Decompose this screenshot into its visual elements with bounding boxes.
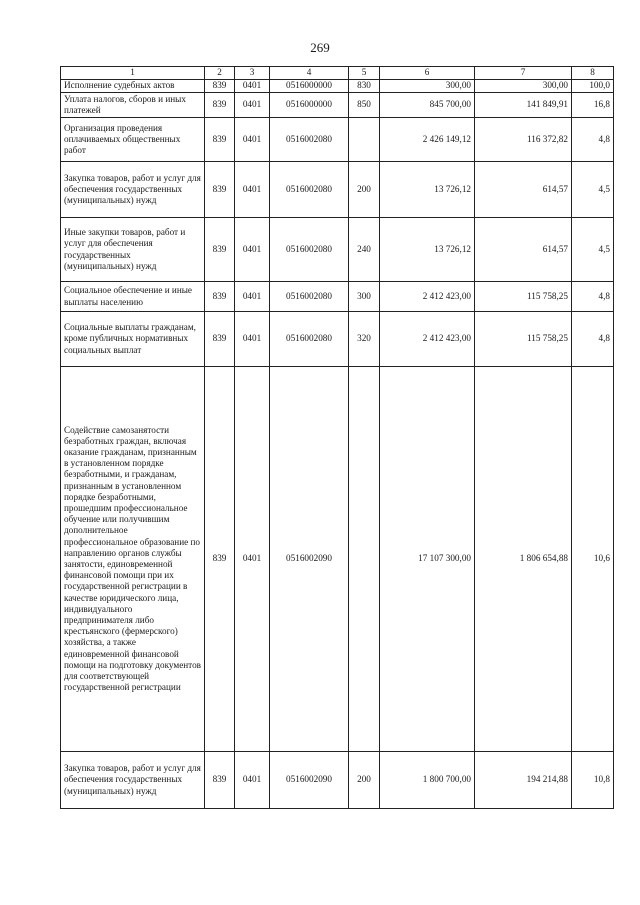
cell-ved: 839: [205, 312, 235, 367]
table-header-row: [61, 67, 614, 80]
row-name: Содействие самозанятости безработных граждан, включая оказание гражданам, признанным в установленном порядке безработными, и гражданам, признанным в установленном порядке безработными, прошедшим профессиональное обучение или получившим дополнительное профессиональное образование по направлению органов службы занятости, единовременной финансовой помощи при их государственной регистрации в качестве юридического лица, индивидуального предпринимателя либо крестьянского (фермерского) хозяйства, а также единовременной финансовой помощи на подготовку документов для соответствующей государственной регистрации: [61, 367, 205, 752]
cell-target: 0516002080: [270, 118, 349, 162]
table-row: [61, 312, 614, 367]
cell-ved: 839: [205, 282, 235, 312]
header-cell: 2: [205, 67, 235, 80]
cell-expense-type: 320: [349, 312, 380, 367]
page-number: 269: [310, 40, 330, 55]
budget-table: [60, 66, 614, 809]
cell-actual: 614,57: [475, 162, 572, 218]
cell-expense-type: 830: [349, 80, 380, 93]
row-name: Организация проведения оплачиваемых общественных работ: [61, 118, 205, 162]
cell-actual: 115 758,25: [475, 312, 572, 367]
cell-ved: 839: [205, 218, 235, 282]
header-cell: 3: [235, 67, 270, 80]
cell-percent: 4,8: [572, 312, 614, 367]
cell-actual: 194 214,88: [475, 752, 572, 809]
cell-expense-type: [349, 118, 380, 162]
row-name: Закупка товаров, работ и услуг для обеспечения государственных (муниципальных) нужд: [61, 752, 205, 809]
cell-plan: 300,00: [380, 80, 475, 93]
cell-actual: 116 372,82: [475, 118, 572, 162]
row-name: Социальные выплаты гражданам, кроме публичных нормативных социальных выплат: [61, 312, 205, 367]
table-row: [61, 218, 614, 282]
cell-target: 0516002080: [270, 162, 349, 218]
cell-ved: 839: [205, 162, 235, 218]
cell-expense-type: 200: [349, 752, 380, 809]
cell-target: 0516002080: [270, 312, 349, 367]
cell-target: 0516000000: [270, 93, 349, 118]
cell-ved: 839: [205, 752, 235, 809]
row-name: Уплата налогов, сборов и иных платежей: [61, 93, 205, 118]
header-cell: 7: [475, 67, 572, 80]
table-row: [61, 752, 614, 809]
table-row: [61, 162, 614, 218]
cell-actual: 614,57: [475, 218, 572, 282]
cell-actual: 1 806 654,88: [475, 367, 572, 752]
cell-plan: 13 726,12: [380, 218, 475, 282]
cell-target: 0516002090: [270, 752, 349, 809]
cell-actual: 141 849,91: [475, 93, 572, 118]
cell-percent: 4,5: [572, 162, 614, 218]
cell-expense-type: 300: [349, 282, 380, 312]
cell-plan: 1 800 700,00: [380, 752, 475, 809]
cell-actual: 300,00: [475, 80, 572, 93]
cell-expense-type: 240: [349, 218, 380, 282]
cell-plan: 2 412 423,00: [380, 312, 475, 367]
cell-percent: 100,0: [572, 80, 614, 93]
header-cell: 1: [61, 67, 205, 80]
cell-section: 0401: [235, 282, 270, 312]
cell-plan: 2 412 423,00: [380, 282, 475, 312]
cell-plan: 17 107 300,00: [380, 367, 475, 752]
cell-percent: 4,5: [572, 218, 614, 282]
cell-plan: 845 700,00: [380, 93, 475, 118]
cell-target: 0516000000: [270, 80, 349, 93]
row-name: Исполнение судебных актов: [61, 80, 205, 93]
header-cell: 5: [349, 67, 380, 80]
cell-percent: 4,8: [572, 282, 614, 312]
cell-target: 0516002090: [270, 367, 349, 752]
cell-percent: 4,8: [572, 118, 614, 162]
cell-expense-type: [349, 367, 380, 752]
table-row: [61, 282, 614, 312]
cell-section: 0401: [235, 80, 270, 93]
cell-section: 0401: [235, 312, 270, 367]
table-row: [61, 80, 614, 93]
cell-ved: 839: [205, 80, 235, 93]
cell-section: 0401: [235, 752, 270, 809]
table-row: [61, 367, 614, 752]
table-row: [61, 118, 614, 162]
cell-target: 0516002080: [270, 282, 349, 312]
cell-percent: 10,8: [572, 752, 614, 809]
header-cell: 6: [380, 67, 475, 80]
cell-percent: 16,8: [572, 93, 614, 118]
cell-plan: 13 726,12: [380, 162, 475, 218]
cell-section: 0401: [235, 162, 270, 218]
cell-actual: 115 758,25: [475, 282, 572, 312]
row-name: Социальное обеспечение и иные выплаты населению: [61, 282, 205, 312]
cell-plan: 2 426 149,12: [380, 118, 475, 162]
cell-ved: 839: [205, 118, 235, 162]
header-cell: 4: [270, 67, 349, 80]
cell-ved: 839: [205, 93, 235, 118]
cell-percent: 10,6: [572, 367, 614, 752]
row-name: Иные закупки товаров, работ и услуг для обеспечения государственных (муниципальных) нужд: [61, 218, 205, 282]
cell-section: 0401: [235, 218, 270, 282]
cell-expense-type: 200: [349, 162, 380, 218]
cell-section: 0401: [235, 367, 270, 752]
cell-section: 0401: [235, 93, 270, 118]
table-row: [61, 93, 614, 118]
row-name: Закупка товаров, работ и услуг для обеспечения государственных (муниципальных) нужд: [61, 162, 205, 218]
header-cell: 8: [572, 67, 614, 80]
cell-ved: 839: [205, 367, 235, 752]
cell-section: 0401: [235, 118, 270, 162]
cell-target: 0516002080: [270, 218, 349, 282]
cell-expense-type: 850: [349, 93, 380, 118]
